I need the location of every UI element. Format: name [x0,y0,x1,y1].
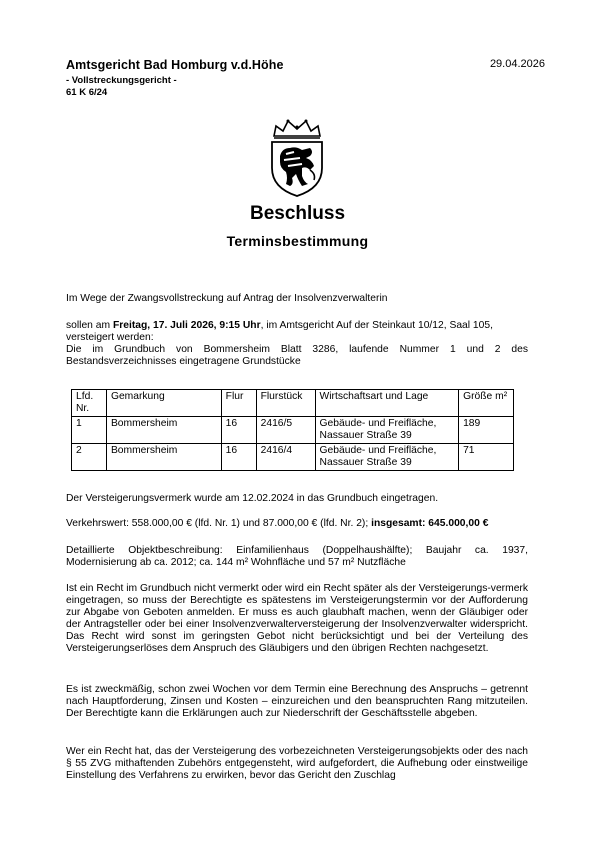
table-cell: 71 [459,444,514,471]
value-total: insgesamt: 645.000,00 € [371,518,489,529]
document-title: Beschluss [249,203,346,224]
court-name: Amtsgericht Bad Homburg v.d.Höhe [66,58,284,72]
col-header-number: Lfd. Nr. [72,390,107,417]
value-details: Verkehrswert: 558.000,00 € (lfd. Nr. 1) und 87.000,00 € (lfd. Nr. 2); [66,518,372,529]
description-line-1: Detaillierte Objektbeschreibung: Einfamilienhaus (Doppelhaushälfte); Baujahr ca. 1937, [66,545,528,556]
calculation-paragraph: Es ist zweckmäßig, schon zwei Wochen vor dem Termin eine Berechnung des Anspruchs – getrennt nach Hauptforderung, Zinsen und Kosten – einzureichen und den beanspruchten Rang mitzuteilen. Der Berechtigte kann die Erklärungen auch zur Niederschrift der Geschäftsstelle abgeben. [66,684,528,719]
table-cell: 1 [72,417,107,444]
hesse-coat-of-arms-icon [266,118,328,198]
description-paragraph [66,545,528,569]
auction-line-4: Bestandsverzeichnisses eingetragene Grundstücke [66,356,301,367]
document-subtitle: Terminsbestimmung [226,233,369,249]
auction-paragraph [66,320,528,368]
entry-text: Der Versteigerungsvermerk wurde am 12.02.2024 in das Grundbuch eingetragen. [66,493,439,504]
auction-location: , im Amtsgericht Auf der Steinkaut 10/12, Saal 105, [260,320,493,331]
auction-prefix: sollen am [66,320,113,331]
table-header-row [72,390,514,417]
objection-paragraph: Wer ein Recht hat, das der Versteigerung des vorbezeichneten Versteigerungsobjekts oder des nach § 55 ZVG mithaftenden Zubehörs entgegensteht, wird aufgefordert, die Aufhebung oder einstweilige Einstellung des Verfahrens zu erwirken, bevor das Gericht den Zuschlag [66,746,528,781]
auction-date-time: Freitag, 17. Juli 2026, 9:15 Uhr [112,320,261,331]
file-number: 61 K 6/24 [66,87,108,98]
parcel-table [71,389,514,471]
col-header-usage-location: Wirtschaftsart und Lage [315,390,459,417]
auction-line-2: versteigert werden: [66,332,154,343]
table-cell: 2416/5 [256,417,315,444]
table-cell: Bommersheim [106,444,221,471]
auction-line-3: Die im Grundbuch von Bommersheim Blatt 3286, laufende Nummer 1 und 2 des [66,344,528,355]
table-cell: 2 [72,444,107,471]
table-row [72,417,514,444]
table-row [72,444,514,471]
auction-line-1 [66,320,528,332]
col-header-district: Gemarkung [106,390,221,417]
table-cell: 189 [459,417,514,444]
value-text [66,518,528,530]
col-header-parcel: Flurstück [256,390,315,417]
description-line-2: Modernisierung ab ca. 2012; ca. 144 m² Wohnfläche und 57 m² Nutzfläche [66,557,406,568]
col-header-size: Größe m² [459,390,514,417]
table-cell: 2416/4 [256,444,315,471]
table-cell: Gebäude- und Freifläche, Nassauer Straße 39 [315,444,459,471]
document-date: 29.04.2026 [489,58,545,70]
table-cell: Bommersheim [106,417,221,444]
rights-paragraph: Ist ein Recht im Grundbuch nicht vermerkt oder wird ein Recht später als der Versteigerungs-vermerk eingetragen, so muss der Berechtigte es spätestens im Versteigerungstermin vor der Aufforderung zur Abgabe von Geboten anmelden. Er muss es auch glaubhaft machen, wenn der Gläubiger oder der Antragsteller oder bei einer Insolvenzverwalterversteigerung der Insolvenzverwalter widerspricht. Das Recht wird sonst im geringsten Gebot nicht berücksichtigt und bei der Verteilung des Versteigerungserlöses dem Anspruch des Gläubigers und den übrigen Rechten nachgesetzt. [66,583,528,654]
intro-text: Im Wege der Zwangsvollstreckung auf Antrag der Insolvenzverwalterin [66,293,388,304]
table-cell: 16 [221,444,256,471]
table-cell: 16 [221,417,256,444]
col-header-flur: Flur [221,390,256,417]
table-cell: Gebäude- und Freifläche, Nassauer Straße 39 [315,417,459,444]
court-department: - Vollstreckungsgericht - [66,75,177,86]
